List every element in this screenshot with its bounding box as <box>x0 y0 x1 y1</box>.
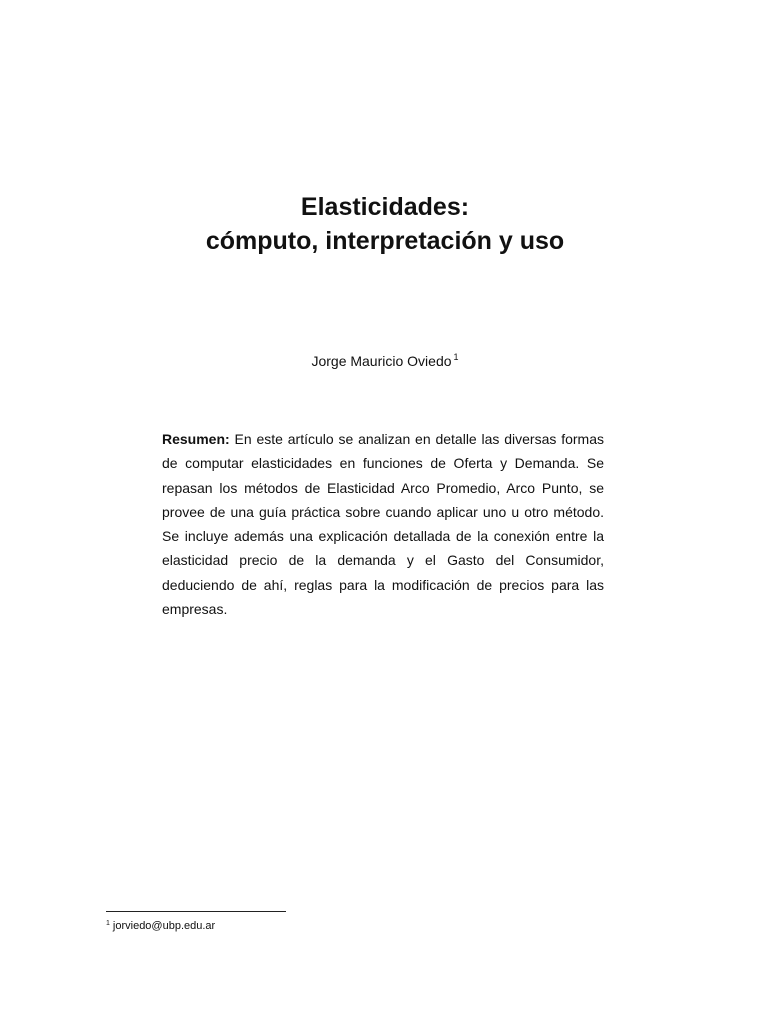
title-line-1: Elasticidades: <box>300 193 470 221</box>
footnote-email: jorviedo@ubp.edu.ar <box>112 920 216 932</box>
author-name: Jorge Mauricio Oviedo <box>311 353 452 369</box>
title-line-2: cómputo, interpretación y uso <box>205 227 565 255</box>
abstract <box>162 427 604 621</box>
document-title <box>0 190 768 258</box>
author-footnote-marker: 1 <box>453 352 459 362</box>
author-line <box>0 351 768 371</box>
footnote-marker: 1 <box>106 920 110 927</box>
abstract-text: En este artículo se analizan en detalle las diversas formas de computar elasticidades en funciones de Oferta y Demanda. Se repasan los métodos de Elasticidad Arco Promedio, Arco Punto, se provee de una guía práctica sobre cuando aplicar uno u otro método. Se incluye además una explicación detallada de la conexión entre la elasticidad precio de la demanda y el Gasto del Consumidor, deduciendo de ahí, reglas para la modificación de precios para las empresas. <box>162 431 604 618</box>
footnote <box>106 919 215 933</box>
abstract-label: Resumen: <box>162 431 230 447</box>
footnote-divider <box>106 911 286 912</box>
